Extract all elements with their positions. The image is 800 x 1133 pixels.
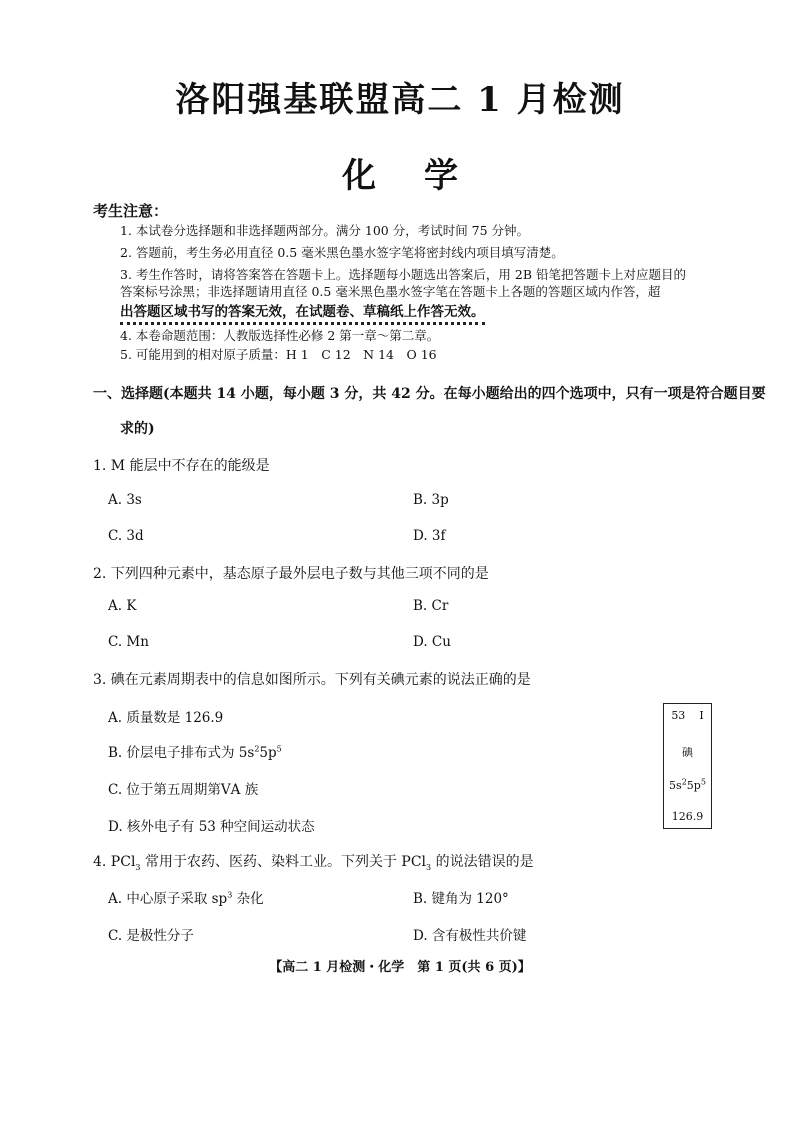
element-name: 碘 [682, 746, 693, 759]
question-3-option-a: A. 质量数是 126.9 [108, 710, 224, 726]
page-footer: 【高二 1 月检测・化学 第 1 页(共 6 页)】 [269, 960, 531, 975]
question-1-stem: 1. M 能层中不存在的能级是 [93, 458, 270, 474]
notice-item-1: 1. 本试卷分选择题和非选择题两部分。满分 100 分，考试时间 75 分钟。 [120, 223, 530, 238]
notice-heading: 考生注意： [93, 202, 169, 220]
emphasis-dotted-text: 出答题区域书写的答案无效，在试题卷、草稿纸上作答无效。 [120, 304, 485, 325]
question-3-option-c: C. 位于第五周期第ⅤA 族 [108, 782, 259, 798]
question-1-option-a: A. 3s [108, 492, 142, 508]
section-heading: 一、选择题(本题共 14 小题，每小题 3 分，共 42 分。在每小题给出的四个选项中，只有一项是符合题目要 [93, 386, 766, 402]
notice-item-3-emphasis [120, 300, 485, 320]
question-3-option-b: B. 价层电子排布式为 $5s^25p^5$ [108, 744, 282, 761]
question-4-option-b: B. 键角为 120° [413, 891, 509, 907]
question-3-stem: 3. 碘在元素周期表中的信息如图所示。下列有关碘元素的说法正确的是 [93, 672, 531, 688]
question-4-option-d: D. 含有极性共价键 [413, 928, 527, 944]
question-2-stem: 2. 下列四种元素中，基态原子最外层电子数与其他三项不同的是 [93, 566, 489, 582]
notice-item-4: 4. 本卷命题范围：人教版选择性必修 2 第一章～第二章。 [120, 328, 440, 343]
notice-item-2: 2. 答题前，考生务必用直径 0.5 毫米黑色墨水签字笔将密封线内项目填写清楚。 [120, 245, 564, 260]
question-1-option-b: B. 3p [413, 492, 449, 508]
element-configuration: $5s^25p^5$ [669, 777, 706, 792]
question-4-option-a: A. 中心原子采取 $sp^3$ 杂化 [108, 890, 264, 907]
element-mass: 126.9 [671, 810, 704, 823]
notice-item-5: 5. 可能用到的相对原子质量：H 1 C 12 N 14 O 16 [120, 347, 437, 362]
question-4-option-c: C. 是极性分子 [108, 928, 194, 944]
page-title: 洛阳强基联盟高二 1 月检测 [175, 80, 625, 120]
question-2-option-a: A. K [108, 598, 137, 614]
question-2-option-d: D. Cu [413, 634, 451, 650]
question-1-option-c: C. 3d [108, 528, 144, 544]
question-3-option-d: D. 核外电子有 53 种空间运动状态 [108, 819, 315, 835]
notice-item-3-cont: 答案标号涂黑；非选择题请用直径 0.5 毫米黑色墨水签字笔在答题卡上各题的答题区域内作答，超 [120, 284, 661, 299]
subject-title: 化学 [342, 156, 506, 196]
question-4-stem: 4. PCl$_3$ 常用于农药、医药、染料工业。下列关于 PCl$_3$ 的说法错误的是 [93, 854, 534, 872]
section-heading-cont: 求的) [120, 421, 155, 437]
element-number-symbol: 53 I [671, 709, 704, 722]
question-2-option-c: C. Mn [108, 634, 149, 650]
question-2-option-b: B. Cr [413, 598, 449, 614]
iodine-element-card [663, 703, 712, 829]
question-1-option-d: D. 3f [413, 528, 446, 544]
notice-item-3: 3. 考生作答时，请将答案答在答题卡上。选择题每小题选出答案后，用 2B 铅笔把答题卡上对应题目的 [120, 267, 686, 282]
